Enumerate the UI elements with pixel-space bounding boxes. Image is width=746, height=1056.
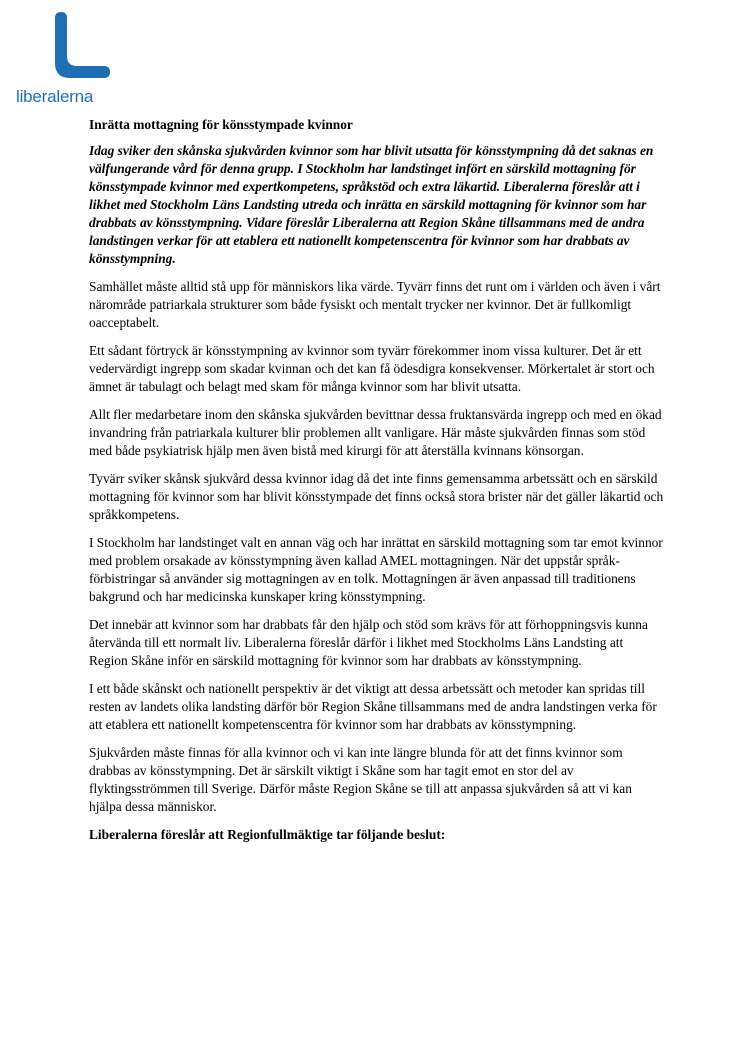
body-paragraph: Samhället måste alltid stå upp för människors lika värde. Tyvärr finns det runt om i världen och även i vårt närområde patriarkala strukturer som både fysiskt och mentalt trycker ner kvinnor. Det är fullkomligt oacceptabelt. xyxy=(89,279,661,330)
liberalerna-logo xyxy=(16,12,106,106)
liberalerna-logo-mark-icon xyxy=(46,12,116,82)
body-paragraph: Tyvärr sviker skånsk sjukvård dessa kvinnor idag då det inte finns gemensamma arbetssätt och en särskild mottagning för kvinnor som har blivit könsstympade det finns också stora brister när det gäller läkartid och språkkompetens. xyxy=(89,471,664,522)
logo-wordmark: liberalerna xyxy=(16,87,94,106)
body-paragraph: I ett både skånskt och nationellt perspektiv är det viktigt att dessa arbetssätt och metoder kan spridas till resten av landets olika landsting därför bör Region Skåne tillsammans med de andra landstingen verka för att etablera ett nationellt kompetenscentra för kvinnor som har drabbats av könsstympning. xyxy=(89,681,657,732)
body-paragraph: Allt fler medarbetare inom den skånska sjukvården bevittnar dessa fruktansvärda ingrepp och med en ökad invandring från patriarkala kulturer blir problemen allt vanligare. Här måste sjukvården finnas som stöd med både psykiatrisk hjälp men även bistå med kirurgi för att återställa kvinnans könsorgan. xyxy=(89,407,662,458)
document-title: Inrätta mottagning för könsstympade kvinnor xyxy=(89,117,353,132)
document-body xyxy=(89,116,664,844)
lead-paragraph: Idag sviker den skånska sjukvården kvinnor som har blivit utsatta för könsstympning då det saknas en välfungerande vård för denna grupp. I Stockholm har landstinget infört en särskild mottagning för könsstympade kvinnor med expertkompetens, språkstöd och extra läkartid. Liberalerna föreslår att i likhet med Stockholm Läns Landsting utreda och inrätta en särskild mottagning för kvinnor som har drabbats av könsstympning. Vidare föreslår Liberalerna att Region Skåne tillsammans med de andra landstingen verkar för att etablera ett nationellt kompetenscentra för kvinnor som har drabbats av könsstympning. xyxy=(89,143,654,266)
body-paragraph: I Stockholm har landstinget valt en annan väg och har inrättat en särskild mottagning som tar emot kvinnor med problem orsakade av könsstympning även kallad AMEL mottagningen. När det uppstår språk- förbistringar så använder sig mottagningen av en tolk. Mottagningen är även anpassad till traditionens bakgrund och har medicinska kunskaper kring könsstympning. xyxy=(89,535,663,604)
body-paragraph: Ett sådant förtryck är könsstympning av kvinnor som tyvärr förekommer inom vissa kulturer. Det är ett vedervärdigt ingrepp som skadar kvinnan och det kan få ödesdigra konsekvenser. Mörkertalet är stort och ämnet är tabulagt och belagt med skam för många kvinnor som har blivit utsatta. xyxy=(89,343,655,394)
body-paragraph: Det innebär att kvinnor som har drabbats får den hjälp och stöd som krävs för att förhoppningsvis kunna återvända till ett normalt liv. Liberalerna föreslår därför i likhet med Stockholms Läns Landsting att Region Skåne inför en särskild mottagning för kvinnor som har drabbats av könsstympning. xyxy=(89,617,648,668)
decision-heading: Liberalerna föreslår att Regionfullmäktige tar följande beslut: xyxy=(89,827,446,842)
body-paragraph: Sjukvården måste finnas för alla kvinnor och vi kan inte längre blunda för att det finns kvinnor som drabbas av könsstympning. Det är särskilt viktigt i Skåne som har tagit emot en stor del av flyktingsströmmen till Sverige. Därför måste Region Skåne se till att anpassa sjukvården så att vi kan hjälpa dessa människor. xyxy=(89,745,632,814)
